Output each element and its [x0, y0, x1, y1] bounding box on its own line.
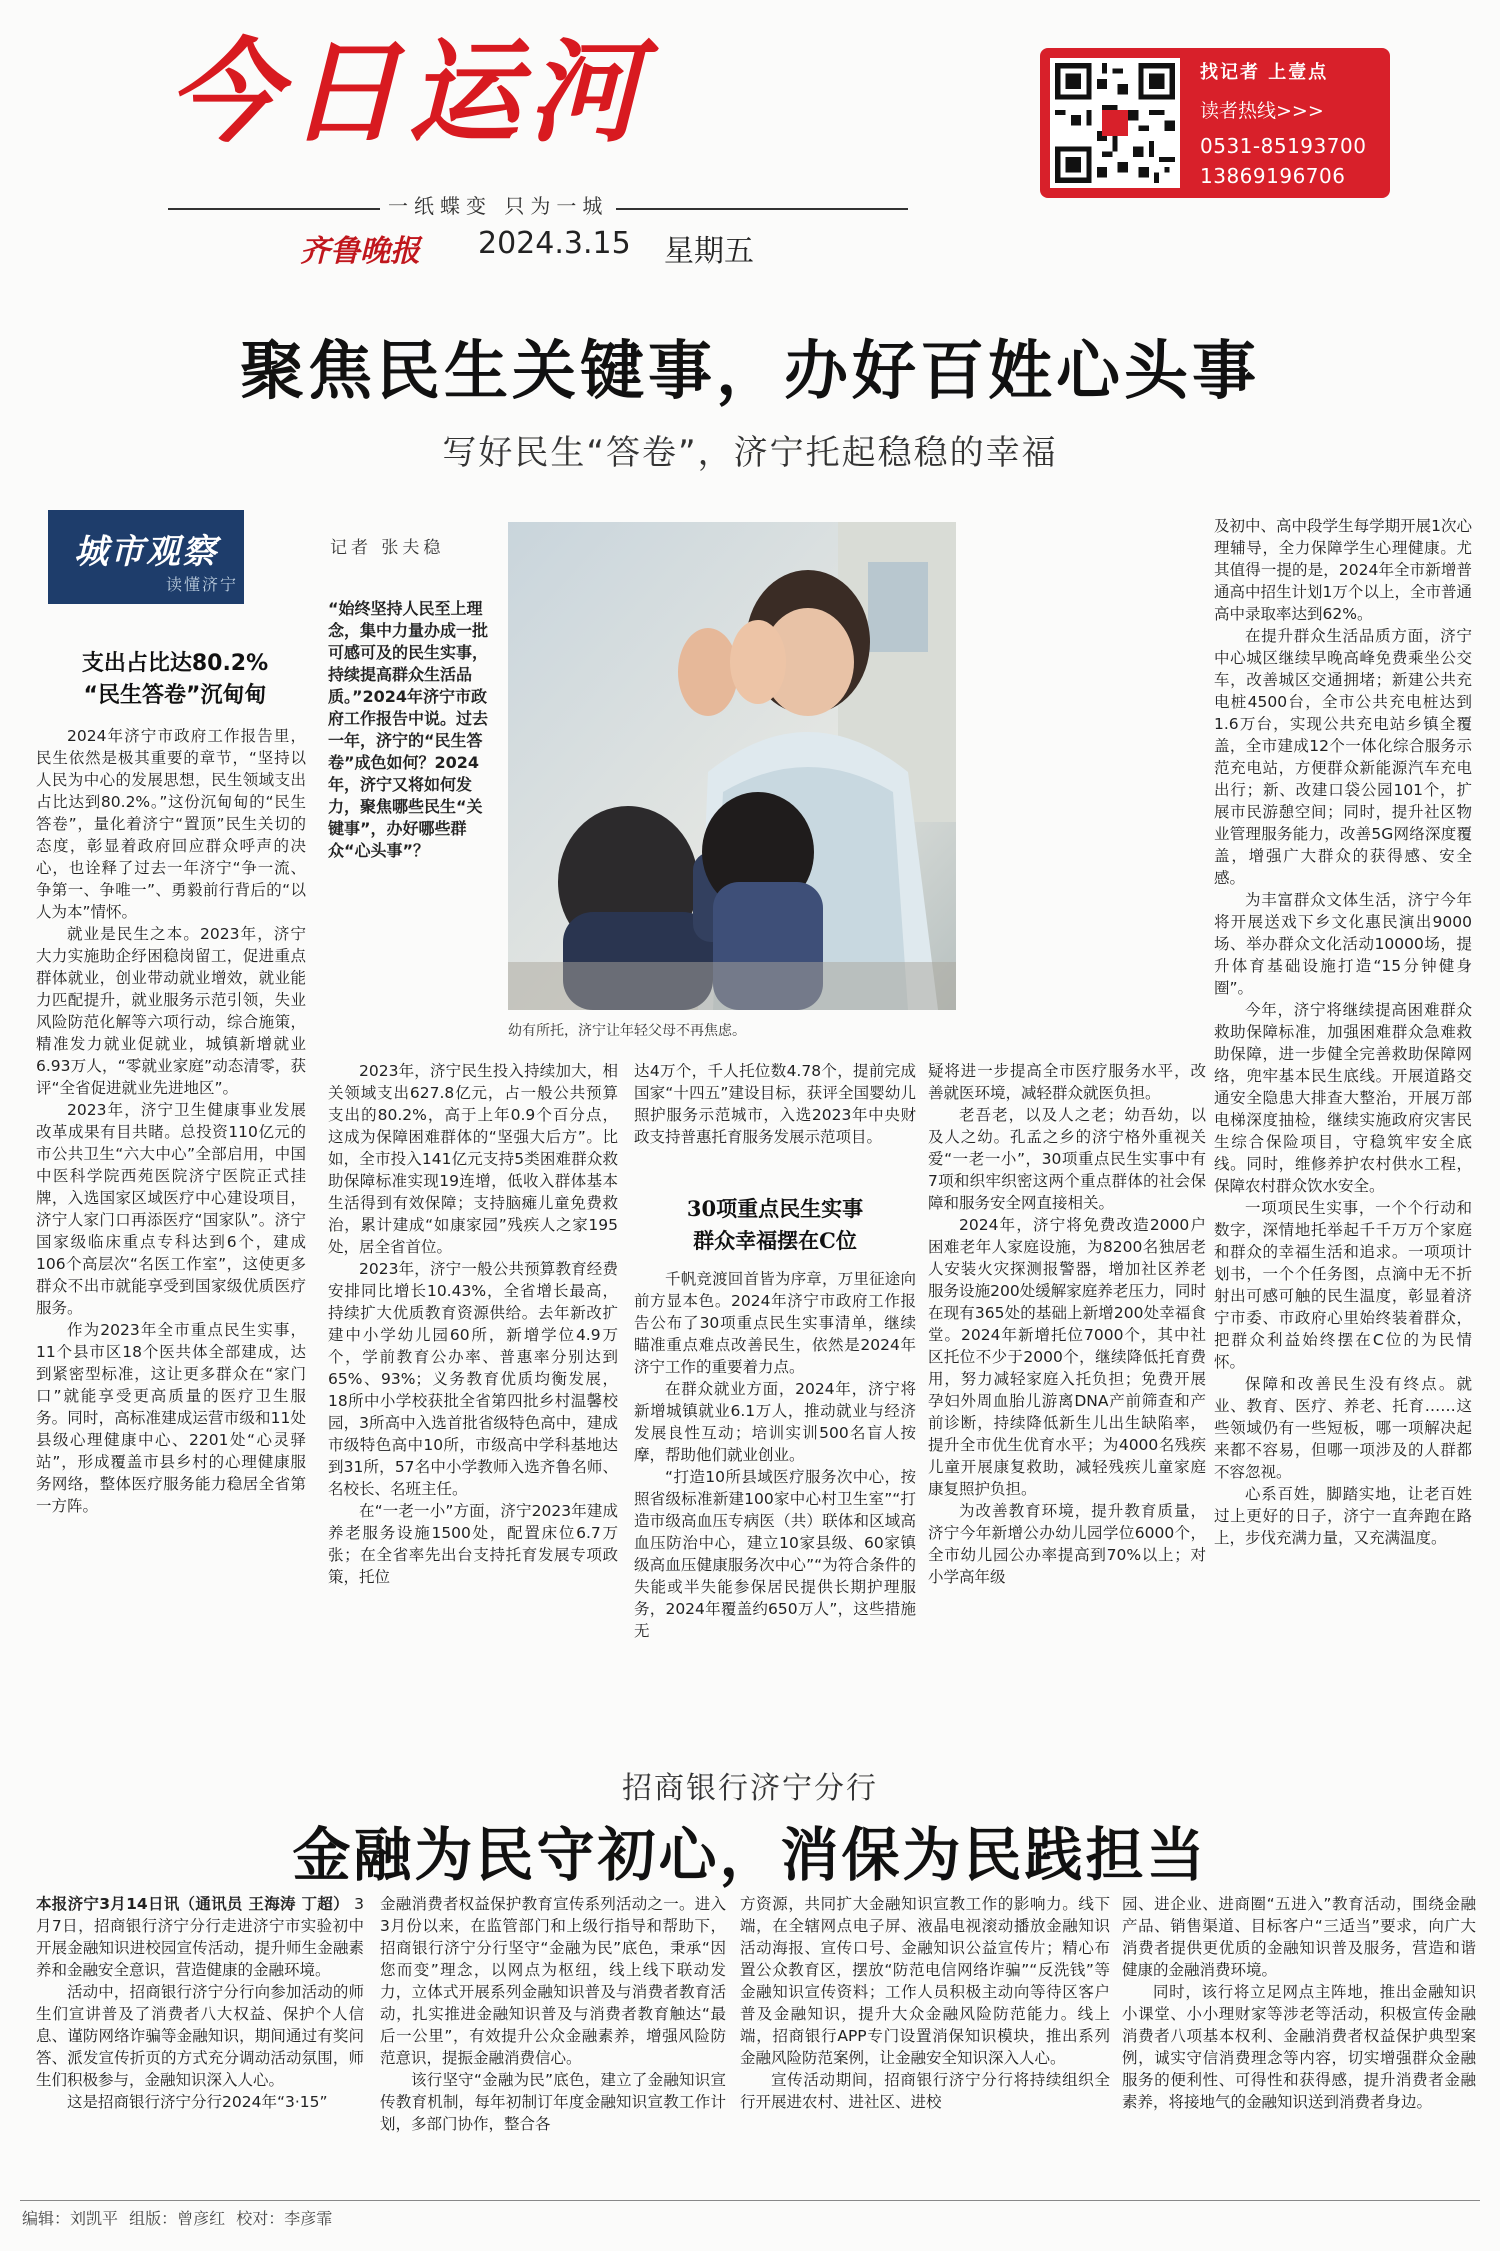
section-subheading-line-2: 群众幸福摆在C位	[693, 1228, 857, 1253]
main-subheadline: 写好民生“答卷”，济宁托起稳稳的幸福	[442, 433, 1058, 473]
dateline: 本报济宁3月14日讯（通讯员 王海涛 丁超）	[36, 1895, 349, 1913]
article-column-3	[634, 1268, 916, 1746]
paragraph: 2023年，济宁民生投入持续加大，相关领域支出627.8亿元，占一般公共预算支出的80.2%，高于上年0.9个百分点，这成为保障困难群体的“坚强大后方”。比如，全市投入141亿元支持5类困难群众救助保障标准实现19连增，低收入群体基本生活得到有效保障；支持脑瘫儿童免费救治，累计建成“如康家园”残疾人之家195处，居全省首位。	[328, 1062, 618, 1256]
paragraph: 活动中，招商银行济宁分行向参加活动的师生们宣讲普及了消费者八大权益、保护个人信息、谨防网络诈骗等金融知识，期间通过有奖问答、派发宣传折页的方式充分调动活动氛围，师生们积极参与，金融知识深入人心。	[36, 1983, 364, 2089]
paragraph: 为丰富群众文体生活，济宁今年将开展送戏下乡文化惠民演出9000场、举办群众文化活动10000场，提升体育基础设施打造“15分钟健身圈”。	[1214, 891, 1472, 997]
column-badge-subtitle: 读懂济宁	[165, 575, 238, 594]
paragraph: 宣传活动期间，招商银行济宁分行将持续组织全行开展进农村、进社区、进校	[740, 2071, 1110, 2111]
bank-article-kicker: 招商银行济宁分行	[622, 1771, 878, 1806]
bank-column-3	[740, 1893, 1110, 2189]
callout-quote: “始终坚持人民至上理念，集中力量办成一批可感可及的民生实事，持续提高群众生活品质。”2024年济宁市政府工作报告中说。过去一年，济宁的“民生答卷”成色如何？2024年，济宁又将如何发力，聚焦哪些民生“关键事”，办好哪些群众“心头事”？	[328, 599, 489, 860]
footer-editor: 编辑：刘凯平	[22, 2209, 119, 2228]
paragraph: 一项项民生实事，一个个行动和数字，深情地托举起千千万万个家庭和群众的幸福生活和追求。一项项计划书，一个个任务图，点滴中无不折射出可感可触的民生温度，彰显着济宁市委、市政府心里始终装着群众，把群众利益始终摆在C位的为民情怀。	[1214, 1199, 1472, 1371]
article-photo	[508, 522, 956, 1010]
section-lead-title	[40, 648, 310, 712]
paragraph: 老吾老，以及人之老；幼吾幼，以及人之幼。孔孟之乡的济宁格外重视关爱“一老一小”，30项重点民生实事中有7项和织牢织密这两个重点群体的社会保障和服务安全网直接相关。	[928, 1106, 1206, 1212]
issue-weekday: 星期五	[664, 234, 754, 269]
paragraph: 疑将进一步提高全市医疗服务水平，改善就医环境，减轻群众就医负担。	[928, 1062, 1206, 1102]
page-footer	[22, 2206, 332, 2229]
section-lead-title-line-2: “民生答卷”沉甸甸	[83, 683, 267, 708]
byline: 记者 张夫稳	[330, 538, 445, 558]
qr-code-icon[interactable]	[1050, 58, 1180, 188]
paragraph: 该行坚守“金融为民”底色，建立了金融知识宣传教育机制，每年初制订年度金融知识宣教工作计划，多部门协作，整合各	[380, 2071, 726, 2133]
issue-date: 2024.3.15	[478, 226, 631, 261]
footer-proofreader: 校对：李彦霏	[236, 2209, 333, 2228]
paragraph: 2023年，济宁一般公共预算教育经费安排同比增长10.43%，全省增长最高，持续扩大优质教育资源供给。去年新改扩建中小学幼儿园60所，新增学位4.9万个，学前教育公办率、普惠率分别达到65%、93%；义务教育优质均衡发展，18所中小学校获批全省第四批乡村温馨校园，3所高中入选首批省级特色高中，建成市级特色高中10所，市级高中学科基地达到31所，57名中小学教师入选齐鲁名师、名校长、名班主任。	[328, 1260, 618, 1498]
paragraph: 2023年，济宁卫生健康事业发展改革成果有目共睹。总投资110亿元的市公共卫生“六大中心”全部启用，中国中医科学院西苑医院济宁医院正式挂牌，入选国家区域医疗中心建设项目，济宁人家门口再添医疗“国家队”。济宁国家级临床重点专科达到6个，建成106个高层次“名医工作室”，这使更多群众不出市就能享受到国家级优质医疗服务。	[36, 1101, 306, 1317]
paragraph: 金融消费者权益保护教育宣传系列活动之一。进入3月份以来，在监管部门和上级行指导和帮助下，招商银行济宁分行坚守“金融为民”底色，秉承“因您而变”理念，以网点为枢纽，线上线下联动发力，立体式开展系列金融知识普及与消费者教育活动，扎实推进金融知识普及与消费者教育触达“最后一公里”，有效提升公众金融素养，增强风险防范意识，提振金融消费信心。	[380, 1895, 726, 2067]
paragraph	[36, 1893, 364, 1981]
paragraph: 就业是民生之本。2023年，济宁大力实施助企纾困稳岗留工，促进重点群体就业，创业带动就业增效，就业能力匹配提升，就业服务示范引领，失业风险防范化解等六项行动，综合施策，精准发力就业促就业，城镇新增就业6.93万人，“零就业家庭”动态清零，获评“全省促进就业先进地区”。	[36, 925, 306, 1097]
main-headline: 聚焦民生关键事，办好百姓心头事	[240, 334, 1260, 409]
paragraph: 作为2023年全市重点民生实事，11个县市区18个医共体全部建成，达到紧密型标准，这让更多群众在“家门口”就能享受更高质量的医疗卫生服务。同时，高标准建成运营市级和11处县级心理健康中心、2201处“心灵驿站”，形成覆盖市县乡村的心理健康服务网络，整体医疗服务能力稳居全省第一方阵。	[36, 1321, 306, 1515]
hotline-phone-1[interactable]: 0531-85193700	[1200, 134, 1367, 158]
column-badge-title: 城市观察	[74, 532, 218, 572]
paragraph: 方资源，共同扩大金融知识宣教工作的影响力。线下端，在全辖网点电子屏、液晶电视滚动播放金融知识活动海报、宣传口号、金融知识公益宣传片；精心布置公众教育区，摆放“防范电信网络诈骗”“反洗钱”等金融知识宣传资料；工作人员积极主动向等待区客户普及金融知识，提升大众金融风险防范能力。线上端，招商银行APP专门设置消保知识模块，推出系列金融风险防范案例，让金融安全知识深入人心。	[740, 1895, 1110, 2067]
paper-name: 齐鲁晚报	[300, 234, 420, 269]
article-column-1	[36, 725, 306, 1725]
article-column-4	[928, 1060, 1206, 1746]
section-lead-title-line-1: 支出占比达80.2%	[81, 651, 269, 676]
bank-column-2	[380, 1893, 726, 2189]
paragraph: 千帆竞渡回首皆为序章，万里征途向前方显本色。2024年济宁市政府工作报告公布了30项重点民生实事清单，继续瞄准重点难点改善民生，依然是2024年济宁工作的重要着力点。	[634, 1270, 916, 1376]
article-column-2	[328, 1060, 618, 1745]
paragraph: 2024年，济宁将免费改造2000户困难老年人家庭设施，为8200名独居老人安装火灾探测报警器，增加社区养老服务设施200处缓解家庭养老压力，同时在现有365处的基础上新增200处幸福食堂。2024年新增托位7000个，其中社区托位不少于2000个，继续降低托育费用，努力减轻家庭入托负担；免费开展孕妇外周血胎儿游离DNA产前筛查和产前诊断，持续降低新生儿出生缺陷率，提升全市优生优育水平；为4000名残疾儿童开展康复救助，减轻残疾儿童家庭康复照护负担。	[928, 1216, 1206, 1498]
section-subheading-line-1: 30项重点民生实事	[686, 1196, 864, 1221]
paragraph: 在“一老一小”方面，济宁2023年建成养老服务设施1500处，配置床位6.7万张；在全省率先出台支持托育发展专项政策，托位	[328, 1502, 618, 1586]
paragraph: 在群众就业方面，2024年，济宁将新增城镇就业6.1万人，推动就业与经济发展良性互动；培训实训500名盲人按摩，帮助他们就业创业。	[634, 1380, 916, 1464]
masthead-slogan: 一纸蝶变 只为一城	[380, 190, 616, 219]
bank-column-4	[1122, 1893, 1476, 2189]
section-subheading	[634, 1193, 916, 1257]
paragraph: 保障和改善民生没有终点。就业、教育、医疗、养老、托育……这些领域仍有一些短板，哪一项解决起来都不容易，但哪一项涉及的人群都不容忽视。	[1214, 1375, 1472, 1481]
paragraph: 这是招商银行济宁分行2024年“3·15”	[67, 2093, 328, 2111]
paragraph: 为改善教育环境，提升教育质量，济宁今年新增公办幼儿园学位6000个，全市幼儿园公办率提高到70%以上；对小学高年级	[928, 1502, 1206, 1586]
paragraph: 及初中、高中段学生每学期开展1次心理辅导，全力保障学生心理健康。尤其值得一提的是，2024年全市新增普通高中招生计划1万个以上，全市普通高中录取率达到62%。	[1214, 517, 1472, 623]
photo-caption: 幼有所托，济宁让年轻父母不再焦虑。	[508, 1023, 746, 1039]
bank-article-headline: 金融为民守初心，消保为民践担当	[292, 1821, 1208, 1889]
paragraph: 2024年济宁市政府工作报告里，民生依然是极其重要的章节，“坚持以人民为中心的发展思想，民生领域支出占比达到80.2%。”这份沉甸甸的“民生答卷”，量化着济宁“置顶”民生关切的态度，彰显着政府回应群众呼声的决心，也诠释了过去一年济宁“争一流、争第一、争唯一”、勇毅前行背后的“以人为本”情怀。	[36, 727, 306, 921]
paragraph-text: 3月7日，招商银行济宁分行走进济宁市实验初中开展金融知识进校园宣传活动，提升师生金融素养和金融安全意识，营造健康的金融环境。	[36, 1895, 364, 1979]
paragraph: 心系百姓，脚踏实地，让老百姓过上更好的日子，济宁一直奔跑在路上，步伐充满力量，又充满温度。	[1214, 1485, 1472, 1547]
footer-layout: 组版：曾彦红	[129, 2209, 226, 2228]
paragraph: 达4万个，千人托位数4.78个，提前完成国家“十四五”建设目标，获评全国婴幼儿照护服务示范城市，入选2023年中央财政支持普惠托育服务发展示范项目。	[634, 1062, 916, 1146]
bank-column-1	[36, 1893, 364, 2189]
paragraph: 园、进企业、进商圈“五进入”教育活动，围绕金融产品、销售渠道、目标客户“三适当”要求，向广大消费者提供更优质的金融知识普及服务，营造和谐健康的金融消费环境。	[1122, 1895, 1476, 1979]
newspaper-title: 今日运河	[168, 28, 648, 158]
paragraph: 今年，济宁将继续提高困难群众救助保障标准，加强困难群众急难救助保障，进一步健全完善救助保障网络，兜牢基本民生底线。开展道路交通安全隐患大排查大整治，开展万部电梯深度抽检，继续实施政府灾害民生综合保险项目，守稳筑牢安全底线。同时，维修养护农村供水工程，保障农村群众饮水安全。	[1214, 1001, 1472, 1195]
paragraph: “打造10所县域医疗服务次中心，按照省级标准新建100家中心村卫生室”“打造市级高血压专病医（共）联体和区域高血压防治中心，建立10家县级、60家镇级高血压健康服务次中心”“为符合条件的失能或半失能参保居民提供长期护理服务，2024年覆盖约650万人”，这些措施无	[634, 1468, 916, 1640]
hotline-tip: 找记者 上壹点	[1200, 62, 1329, 83]
hotline-label: 读者热线>>>	[1200, 100, 1324, 122]
paragraph: 在提升群众生活品质方面，济宁中心城区继续早晚高峰免费乘坐公交车，改善城区交通拥堵；新建公共充电桩4500台，全市公共充电桩达到1.6万台，实现公共充电站乡镇全覆盖，全市建成12个一体化综合服务示范充电站，方便群众新能源汽车充电出行；新、改建口袋公园101个，扩展市民游憩空间；同时，提升社区物业管理服务能力，改善5G网络深度覆盖，增强广大群众的获得感、安全感。	[1214, 627, 1472, 887]
article-column-5	[1214, 515, 1472, 1747]
column-badge	[48, 510, 244, 604]
reader-hotline-box	[1040, 48, 1390, 198]
hotline-phone-2[interactable]: 13869196706	[1200, 164, 1346, 188]
footer-rule	[20, 2200, 1480, 2201]
masthead	[0, 0, 1500, 300]
paragraph: 同时，该行将立足网点主阵地，推出金融知识小课堂、小小理财家等涉老等活动，积极宣传金融消费者八项基本权利、金融消费者权益保护典型案例，诚实守信消费理念等内容，切实增强群众金融服务的便利性、可得性和获得感，提升消费者金融素养，将接地气的金融知识送到消费者身边。	[1122, 1983, 1476, 2111]
